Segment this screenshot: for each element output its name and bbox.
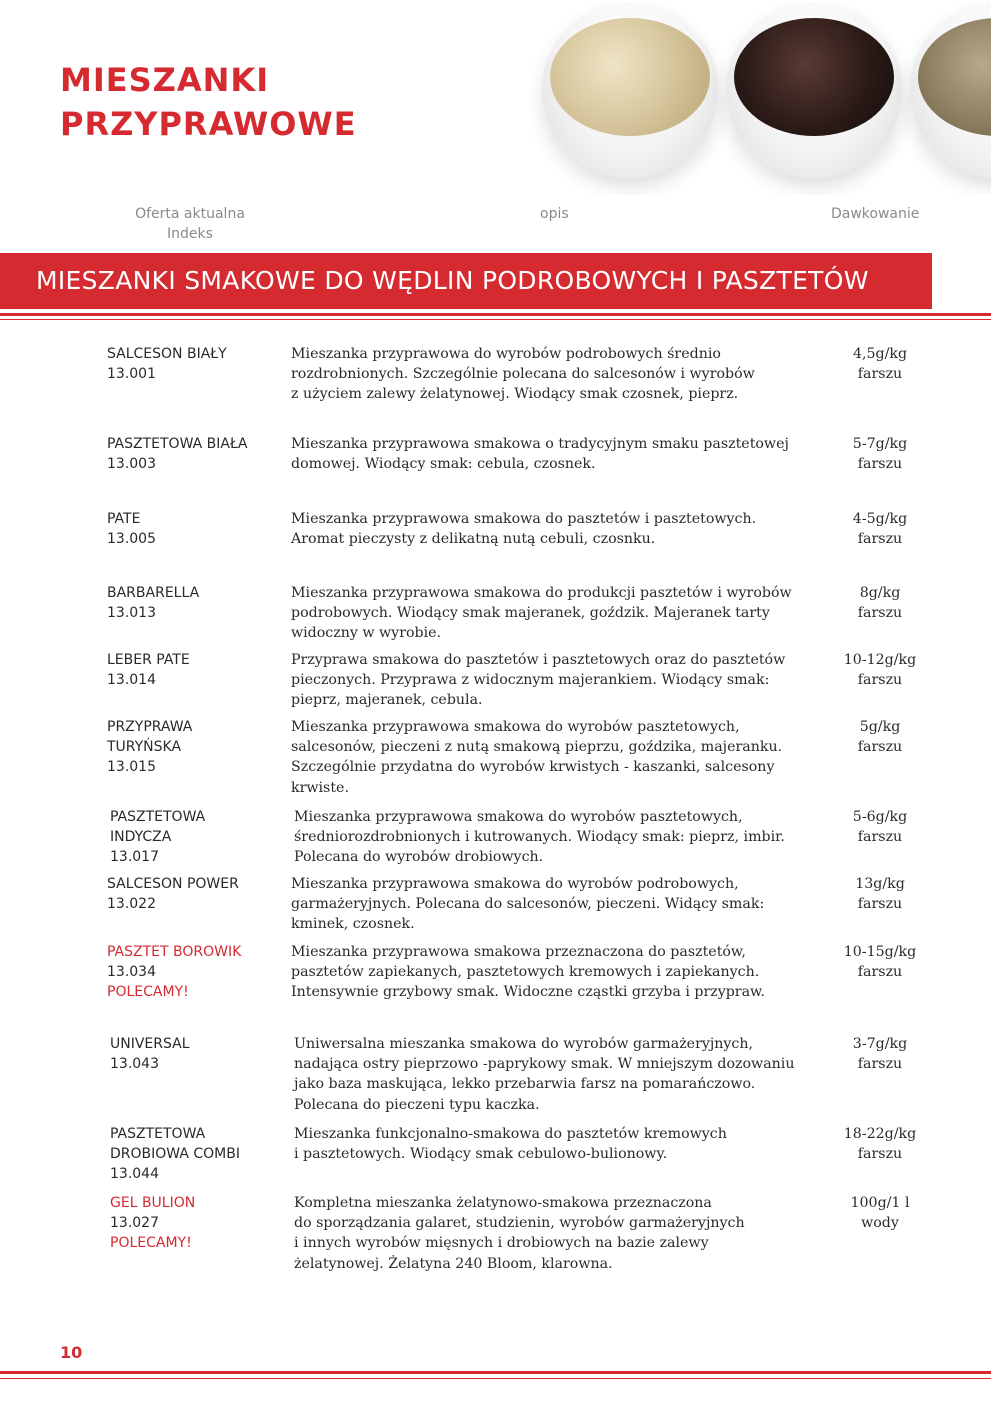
product-title: SALCESON BIAŁY (107, 346, 227, 362)
footer-rule-thin (0, 1378, 991, 1379)
product-index: 13.001 (107, 366, 156, 383)
product-index: 13.044 (110, 1166, 159, 1183)
column-header-dosage: Dawkowanie (831, 206, 920, 222)
product-description (291, 583, 831, 644)
product-name (107, 434, 282, 474)
product-dosage (826, 1193, 934, 1233)
description-line: Mieszanka przyprawowa smakowa do wyrobów pasztetowych, (294, 809, 743, 825)
white-pepper-seeds (550, 18, 710, 136)
description-line: rozdrobnionych. Szczególnie polecana do salcesonów i wyrobów (291, 366, 755, 383)
description-line: z użyciem zalewy żelatynowej. Wiodący smak czosnek, pieprz. (291, 386, 739, 403)
product-description (291, 434, 831, 474)
product-description (291, 874, 831, 935)
product-dosage (826, 583, 934, 623)
description-line: pieprz, majeranek, cebula. (291, 692, 483, 709)
description-line: Kompletna mieszanka żelatynowo-smakowa przeznaczona (294, 1195, 712, 1211)
product-description (291, 942, 831, 1003)
dosage-amount: 5g/kg (859, 719, 901, 735)
product-title-cont: DROBIOWA COMBI (110, 1146, 240, 1163)
product-index: 13.027 (110, 1215, 159, 1232)
description-line: Polecana do pieczeni typu kaczka. (294, 1096, 540, 1113)
product-index: 13.043 (110, 1056, 159, 1073)
dosage-unit: farszu (857, 739, 903, 756)
description-line: Mieszanka przyprawowa smakowa do wyrobów pasztetowych, (291, 719, 740, 735)
description-line: podrobowych. Wiodący smak majeranek, goździk. Majeranek tarty (291, 605, 770, 622)
description-line: pieczonych. Przyprawa z widocznym majerankiem. Wiodący smak: (291, 672, 770, 689)
dosage-amount: 10-12g/kg (843, 652, 917, 668)
description-line: widoczny w wyrobie. (291, 625, 442, 642)
description-line: krwiste. (291, 779, 349, 796)
description-line: Intensywnie grzybowy smak. Widoczne cząstki grzyba i przypraw. (291, 984, 766, 1001)
product-index: 13.005 (107, 531, 156, 548)
product-name (107, 874, 282, 914)
product-description (291, 344, 831, 405)
product-title: BARBARELLA (107, 585, 200, 601)
banner-rule-thin (0, 319, 991, 320)
description-line: Mieszanka przyprawowa smakowa do pasztetów i pasztetowych. (291, 511, 757, 527)
column-header-description: opis (540, 206, 569, 222)
description-line: salcesonów, pieczeni z nutą smakową pieprzu, goździka, majeranku. (291, 739, 783, 756)
description-line: pasztetów zapiekanych, pasztetowych kremowych i zapiekanych. (291, 964, 760, 981)
product-title: PASZTETOWA (110, 809, 206, 825)
product-dosage (826, 650, 934, 690)
product-description (294, 1034, 834, 1115)
product-dosage (826, 1124, 934, 1164)
dosage-amount: 3-7g/kg (852, 1036, 908, 1052)
dosage-unit: wody (861, 1215, 899, 1232)
product-description (294, 807, 834, 868)
dosage-unit: farszu (857, 829, 903, 846)
product-description (294, 1124, 834, 1164)
product-dosage (826, 874, 934, 914)
product-index: 13.022 (107, 896, 156, 913)
product-title: UNIVERSAL (110, 1036, 190, 1052)
description-line: Mieszanka funkcjonalno-smakowa do pasztetów kremowych (294, 1126, 727, 1142)
description-line: średniorozdrobnionych i kutrowanych. Wiodący smak: pieprz, imbir. (294, 829, 785, 846)
product-name (107, 650, 282, 690)
dosage-amount: 18-22g/kg (843, 1126, 917, 1142)
title-line-1: MIESZANKI (60, 61, 270, 99)
page-number: 10 (60, 1343, 83, 1362)
product-dosage (826, 942, 934, 982)
dosage-unit: farszu (857, 964, 903, 981)
description-line: Mieszanka przyprawowa smakowa do produkcji pasztetów i wyrobów (291, 585, 792, 601)
product-title: PASZTETOWA BIAŁA (107, 436, 248, 452)
dosage-unit: farszu (857, 531, 903, 548)
product-name (107, 509, 282, 549)
description-line: Mieszanka przyprawowa smakowa przeznaczona do pasztetów, (291, 944, 746, 960)
spice-bowls-image (530, 0, 991, 195)
product-description (291, 509, 831, 549)
product-description (291, 650, 831, 711)
description-line: i innych wyrobów mięsnych i drobiowych na bazie zalewy (294, 1235, 709, 1252)
index-label: Indeks (167, 226, 213, 242)
dosage-unit: farszu (857, 366, 903, 383)
offer-label: Oferta aktualna (135, 206, 245, 222)
product-description (294, 1193, 834, 1274)
section-title: MIESZANKI SMAKOWE DO WĘDLIN PODROBOWYCH I PASZTETÓW (36, 266, 869, 295)
black-pepper-seeds (734, 18, 894, 136)
product-name (110, 1124, 285, 1185)
product-index: 13.014 (107, 672, 156, 689)
column-header-offer (120, 204, 260, 244)
recommended-badge: POLECAMY! (107, 984, 189, 1001)
product-name (110, 1193, 285, 1254)
description-line: jako baza maskująca, lekko przebarwia farsz na pomarańczowo. (294, 1076, 756, 1093)
product-dosage (826, 717, 934, 757)
product-index: 13.003 (107, 456, 156, 473)
product-dosage (826, 1034, 934, 1074)
product-name (107, 942, 282, 1003)
product-name (107, 583, 282, 623)
dosage-amount: 100g/1 l (850, 1195, 910, 1211)
product-dosage (826, 807, 934, 847)
dosage-unit: farszu (857, 896, 903, 913)
dosage-amount: 4,5g/kg (852, 346, 908, 362)
recommended-badge: POLECAMY! (110, 1235, 192, 1252)
description-line: do sporządzania galaret, studzienin, wyrobów garmażeryjnych (294, 1215, 745, 1232)
dosage-amount: 5-6g/kg (852, 809, 908, 825)
product-title: PASZTET BOROWIK (107, 944, 242, 960)
product-title: PASZTETOWA (110, 1126, 206, 1142)
banner-rule-thick (0, 313, 991, 316)
description-line: domowej. Wiodący smak: cebula, czosnek. (291, 456, 596, 473)
product-description (291, 717, 831, 798)
description-line: Szczególnie przydatna do wyrobów krwistych - kaszanki, salcesony (291, 759, 775, 776)
dosage-unit: farszu (857, 1146, 903, 1163)
description-line: żelatynowej. Żelatyna 240 Bloom, klarowna. (294, 1255, 613, 1272)
description-line: Mieszanka przyprawowa smakowa do wyrobów podrobowych, (291, 876, 739, 892)
product-index: 13.017 (110, 849, 159, 866)
footer-rule-thick (0, 1371, 991, 1374)
dosage-amount: 4-5g/kg (852, 511, 908, 527)
description-line: i pasztetowych. Wiodący smak cebulowo-bulionowy. (294, 1146, 668, 1163)
description-line: kminek, czosnek. (291, 916, 415, 933)
product-title-cont: TURYŃSKA (107, 739, 182, 756)
product-name (107, 717, 282, 778)
product-title-cont: INDYCZA (110, 829, 172, 846)
page-title (60, 58, 357, 146)
dosage-unit: farszu (857, 672, 903, 689)
description-line: Polecana do wyrobów drobiowych. (294, 849, 544, 866)
product-title: SALCESON POWER (107, 876, 239, 892)
description-line: Aromat pieczysty z delikatną nutą cebuli, czosnku. (291, 531, 656, 548)
dosage-amount: 10-15g/kg (843, 944, 917, 960)
product-title: GEL BULION (110, 1195, 196, 1211)
description-line: Przyprawa smakowa do pasztetów i pasztetowych oraz do pasztetów (291, 652, 786, 668)
description-line: Mieszanka przyprawowa smakowa o tradycyjnym smaku pasztetowej (291, 436, 789, 452)
product-name (110, 1034, 285, 1074)
dosage-unit: farszu (857, 1056, 903, 1073)
dosage-amount: 5-7g/kg (852, 436, 908, 452)
product-dosage (826, 344, 934, 384)
product-title: PRZYPRAWA (107, 719, 193, 735)
product-index: 13.034 (107, 964, 156, 981)
dosage-amount: 13g/kg (855, 876, 905, 892)
product-dosage (826, 509, 934, 549)
product-title: LEBER PATE (107, 652, 190, 668)
product-index: 13.015 (107, 759, 156, 776)
dosage-amount: 8g/kg (859, 585, 901, 601)
description-line: nadająca ostry pieprzowo -paprykowy smak. W mniejszym dozowaniu (294, 1056, 795, 1073)
description-line: garmażeryjnych. Polecana do salcesonów, pieczeni. Widący smak: (291, 896, 765, 913)
dosage-unit: farszu (857, 456, 903, 473)
product-name (110, 807, 285, 868)
dosage-unit: farszu (857, 605, 903, 622)
section-banner (0, 253, 932, 309)
product-dosage (826, 434, 934, 474)
description-line: Uniwersalna mieszanka smakowa do wyrobów garmażeryjnych, (294, 1036, 754, 1052)
product-title: PATE (107, 511, 141, 527)
title-line-2: PRZYPRAWOWE (60, 105, 357, 143)
product-index: 13.013 (107, 605, 156, 622)
product-name (107, 344, 282, 384)
description-line: Mieszanka przyprawowa do wyrobów podrobowych średnio (291, 346, 721, 362)
